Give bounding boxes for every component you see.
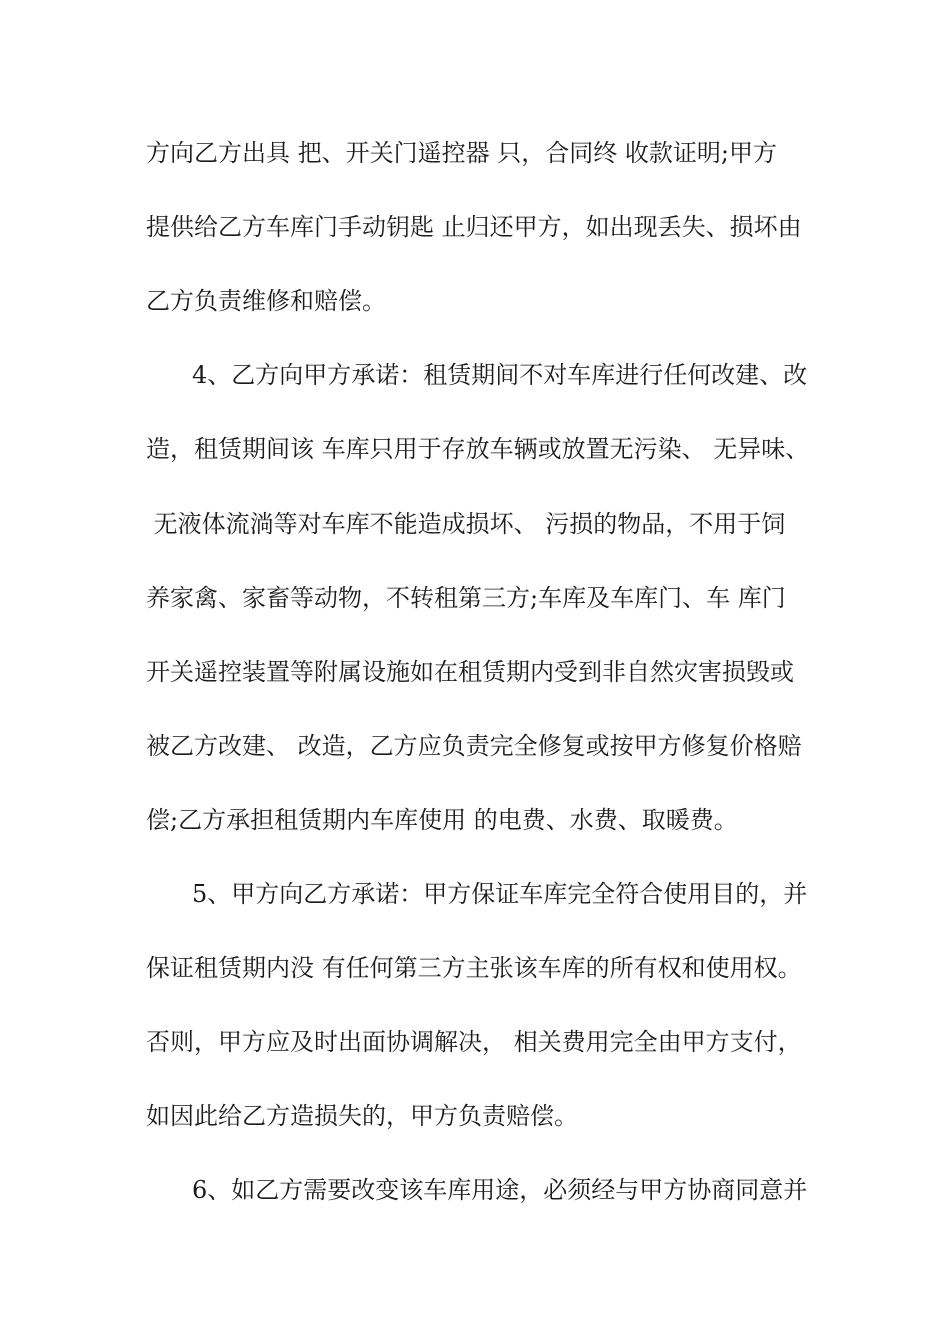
text-line: 否则，甲方应及时出面协调解决， 相关费用完全由甲方支付，: [146, 1028, 802, 1056]
text-line: 保证租赁期内没 有任何第三方主张该车库的所有权和使用权。: [146, 954, 802, 982]
text-line: 如因此给乙方造损失的，甲方负责赔偿。: [146, 1102, 578, 1130]
clause-5-first-line: 5、甲方向乙方承诺：甲方保证车库完全符合使用目的，并: [192, 880, 808, 908]
text-line: 偿;乙方承担租赁期内车库使用 的电费、水费、取暖费。: [146, 806, 738, 834]
text-line: 开关遥控装置等附属设施如在租赁期内受到非自然灾害损毁或: [146, 658, 794, 686]
text-line: 造，租赁期间该 车库只用于存放车辆或放置无污染、 无异味、: [146, 435, 810, 463]
text-line: 养家禽、家畜等动物，不转租第三方;车库及车库门、车 库门: [146, 584, 786, 612]
clause-4-first-line: 4、乙方向甲方承诺：租赁期间不对车库进行任何改建、改: [192, 361, 808, 389]
clause-6-first-line: 6、如乙方需要改变该车库用途，必须经与甲方协商同意并: [192, 1176, 808, 1204]
text-line: 提供给乙方车库门手动钥匙 止归还甲方，如出现丢失、损坏由: [146, 213, 802, 241]
text-line: 乙方负责维修和赔偿。: [146, 287, 386, 315]
text-line: 方向乙方出具 把、开关门遥控器 只，合同终 收款证明;甲方: [146, 139, 777, 167]
text-line: 无液体流淌等对车库不能造成损坏、 污损的物品，不用于饲: [146, 510, 786, 538]
text-line: 被乙方改建、 改造，乙方应负责完全修复或按甲方修复价格赔: [146, 732, 802, 760]
